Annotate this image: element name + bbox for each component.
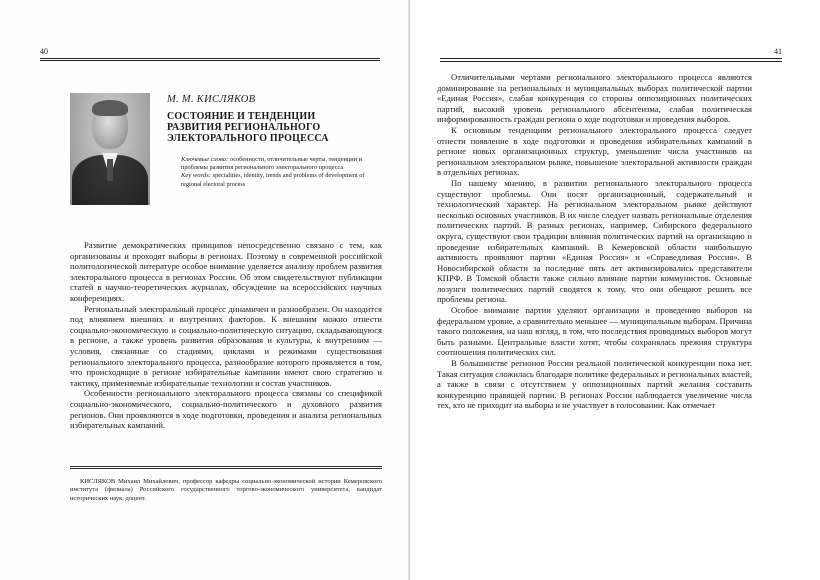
keywords-ru-label: Ключевые слова: — [181, 156, 229, 163]
keywords-ru — [181, 156, 381, 172]
keywords-block — [181, 156, 381, 189]
keywords-ru-text: особенности, отличительные черты, тенденции и проблемы развития регионального электорального процесса — [181, 156, 362, 172]
title-line: РАЗВИТИЯ РЕГИОНАЛЬНОГО — [167, 122, 321, 133]
photo-tie — [107, 159, 113, 181]
body-text-right — [437, 72, 752, 411]
paragraph: По нашему мнению, в развитии регионального электорального процесса существуют проблемы. Они носят организационный, содержательный и технологический характер. На региональном электоральном рынке действуют несколько основных участников. В их числе следует назвать региональные отделения политических партий. В разных регионах, например, Сибирского федерального округа, существуют свои традиции влияния политических партий на организацию и проведение избирательных кампаний. В Кемеровской области наибольшую активность проявляют партии «Единая Россия» и «Справедливая Россия». В Новосибирской области за последние пять лет активизировались представители КПРФ. В Томской области также сильно влияние партии коммунистов. Основные лозунги политических партий сводятся к тому, что они обещают решить все проблемы региона. — [437, 177, 752, 305]
title-line: ЭЛЕКТОРАЛЬНОГО ПРОЦЕССА — [167, 133, 329, 144]
footnote-rule — [70, 466, 382, 467]
footnote-text: КИСЛЯКОВ Михаил Михайлович, профессор кафедры социально-экономической истории Кемеровского института (филиала) Российского государственного торгово-экономического университета, кандидат исторических наук, доцент. — [70, 478, 382, 502]
article-title — [167, 111, 377, 144]
body-text-left — [70, 240, 382, 431]
keywords-en-text: specialities, identity, trends and problems of development of regional electoral process — [181, 172, 365, 188]
header-rule-right-second — [440, 61, 782, 62]
page-number-left: 40 — [40, 47, 48, 56]
footnote-rule-second — [70, 468, 382, 469]
article-author: М. М. КИСЛЯКОВ — [167, 94, 256, 105]
header-rule-right — [440, 58, 782, 59]
paragraph: В большинстве регионов России реальной политической конкуренции пока нет. Такая ситуация сложилась благодаря политике федеральных и региональных властей, а также в связи с отсутствием у оппозиционных партий желания составить конкуренцию правящей партии. В регионах России наблюдается увеличение числа тех, кто не приходит на выборы и не участвует в голосовании. Как отмечает — [437, 358, 752, 411]
paragraph: Отличительными чертами регионального электорального процесса являются доминирование на региональных и муниципальных выборах политической партии «Единая Россия», слабая конкуренция со стороны оппозиционных политических партий, высокий уровень регионального абсентеизма, слабая политическая информированность граждан региона о ходе подготовки и проведения выборов. — [437, 72, 752, 125]
photo-hair — [92, 100, 128, 116]
paragraph: Особенности регионального электорального процесса связаны со спецификой социально-экономического, социально-политического и духовного развития регионов. Они проявляются в ходе подготовки, проведения и анализа региональных избирательных кампаний. — [70, 388, 382, 431]
title-line: СОСТОЯНИЕ И ТЕНДЕНЦИИ — [167, 111, 316, 122]
author-photo — [70, 93, 150, 205]
header-rule-left — [40, 58, 380, 61]
paragraph: К основным тенденциям регионального электорального процесса следует отнести появление в ходе подготовки и проведения избирательных кампаний в регионе новых организационных структур, уменьшение числа участников на региональном электоральном рынке, повышение электоральной активности граждан в отдельных регионах. — [437, 124, 752, 178]
keywords-en — [181, 172, 381, 188]
paragraph: Развитие демократических принципов непосредственно связано с тем, как организованы и проходят выборы в регионах. Поэтому в современной российской политологической литературе особое внимание уделяется анализу проблем развития электорального процесса в регионах России. Об этом свидетельствуют публикации статей в научно-теоретических журналах, обсуждение на всероссийских научных конференциях. — [70, 240, 382, 303]
page-number-right: 41 — [774, 47, 782, 56]
author-footnote — [70, 478, 382, 503]
paragraph: Особое внимание партии уделяют организации и проведению выборов на федеральном уровне, а сравнительно меньшее — муниципальным выборам. Причина такого положения, на наш взгляд, в том, что последствия проводимых выборов могут быть разными. Центральные власти хотят, чтобы сохранялась прежняя структура соотношения политических сил. — [437, 305, 752, 358]
paragraph: Региональный электоральный процесс динамичен и разнообразен. Он находится под влиянием внешних и внутренних факторов. К внешним можно отнести социально-экономическую и социально-политическую ситуацию, складывающуюся в регионе, а также уровень развития образования и культуры, к внутренним — условия, связанные со стадиями, циклами и режимами существования регионального электорального процесса, разнообразие которого проявляется в том, что происходящие в регионе избирательные кампании имеют свою стратегию и тактику, применяемые избирательные технологии и состав участников. — [70, 303, 382, 388]
keywords-en-label: Key words: — [181, 172, 211, 180]
